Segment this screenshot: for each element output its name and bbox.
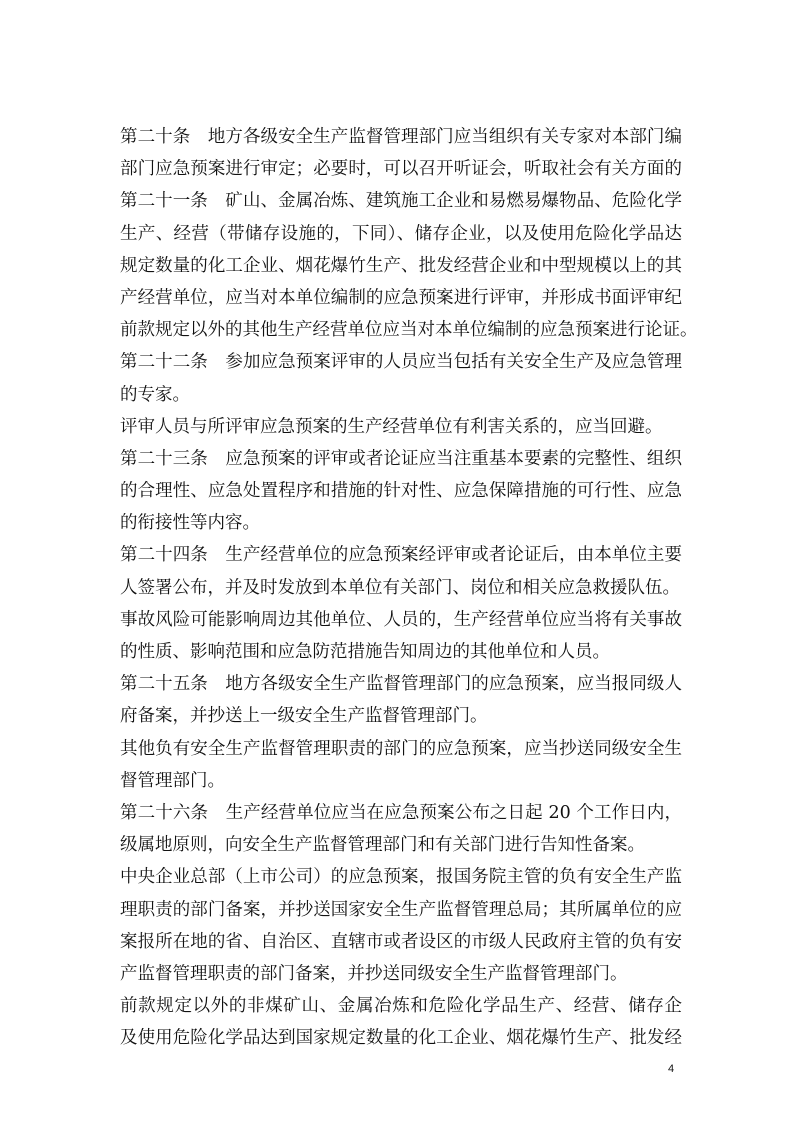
text-line: 产监督管理职责的部门备案，并抄送同级安全生产监督管理部门。 <box>120 963 628 984</box>
paragraph <box>120 346 682 410</box>
text-line: 的合理性、应急处置程序和措施的针对性、应急保障措施的可行性、应急 <box>120 481 682 502</box>
paragraph <box>120 539 682 603</box>
text-line: 的衔接性等内容。 <box>120 513 260 534</box>
text-line: 第二十三条 应急预案的评审或者论证应当注重基本要素的完整性、组织 <box>120 448 682 469</box>
text-line: 部门应急预案进行审定；必要时，可以召开听证会，听取社会有关方面的 <box>120 159 682 180</box>
paragraph <box>120 797 682 861</box>
paragraph <box>120 668 682 732</box>
paragraph <box>120 733 682 797</box>
text-line: 及使用危险化学品达到国家规定数量的化工企业、烟花爆竹生产、批发经 <box>120 1028 682 1049</box>
text-line: 其他负有安全生产监督管理职责的部门的应急预案，应当抄送同级安全生 <box>120 738 682 759</box>
text-line: 第二十二条 参加应急预案评审的人员应当包括有关安全生产及应急管理 <box>120 352 682 373</box>
paragraph <box>120 861 682 990</box>
text-line: 评审人员与所评审应急预案的生产经营单位有利害关系的，应当回避。 <box>120 416 663 437</box>
text-line: 案报所在地的省、自治区、直辖市或者设区的市级人民政府主管的负有安 <box>120 931 682 952</box>
text-line: 生产、经营（带储存设施的，下同）、储存企业，以及使用危险化学品达 <box>120 223 682 244</box>
text-line: 人签署公布，并及时发放到本单位有关部门、岗位和相关应急救援队伍。 <box>120 577 680 598</box>
text-line: 事故风险可能影响周边其他单位、人员的，生产经营单位应当将有关事故 <box>120 609 682 630</box>
text-line: 产经营单位，应当对本单位编制的应急预案进行评审，并形成书面评审纪 <box>120 287 682 308</box>
paragraph <box>120 443 682 540</box>
text-line: 第二十条 地方各级安全生产监督管理部门应当组织有关专家对本部门编 <box>120 127 682 147</box>
text-line: 督管理部门。 <box>120 770 225 791</box>
text-line: 规定数量的化工企业、烟花爆竹生产、批发经营企业和中型规模以上的其 <box>120 255 682 276</box>
paragraph <box>120 121 682 185</box>
paragraph <box>120 411 682 443</box>
text-line: 第二十一条 矿山、金属冶炼、建筑施工企业和易燃易爆物品、危险化学 <box>120 191 682 212</box>
document-body <box>120 121 698 1054</box>
paragraph <box>120 604 682 668</box>
text-line: 第二十五条 地方各级安全生产监督管理部门的应急预案，应当报同级人 <box>120 674 682 695</box>
text-line: 前款规定以外的其他生产经营单位应当对本单位编制的应急预案进行论证。 <box>120 320 698 341</box>
text-line: 理职责的部门备案，并抄送国家安全生产监督管理总局；其所属单位的应 <box>120 899 682 920</box>
text-line: 府备案，并抄送上一级安全生产监督管理部门。 <box>120 706 488 727</box>
page-number: 4 <box>668 1063 675 1075</box>
text-line: 前款规定以外的非煤矿山、金属冶炼和危险化学品生产、经营、储存企 <box>120 996 682 1017</box>
text-line: 的专家。 <box>120 384 190 405</box>
text-line: 的性质、影响范围和应急防范措施告知周边的其他单位和人员。 <box>120 642 610 662</box>
paragraph <box>120 990 682 1054</box>
paragraph <box>120 185 682 314</box>
text-line: 级属地原则，向安全生产监督管理部门和有关部门进行告知性备案。 <box>120 835 645 856</box>
text-line: 中央企业总部（上市公司）的应急预案，报国务院主管的负有安全生产监 <box>120 867 682 888</box>
text-line: 第二十四条 生产经营单位的应急预案经评审或者论证后，由本单位主要 <box>120 545 682 566</box>
text-line: 第二十六条 生产经营单位应当在应急预案公布之日起 20 个工作日内， <box>120 802 682 823</box>
paragraph <box>120 314 698 346</box>
